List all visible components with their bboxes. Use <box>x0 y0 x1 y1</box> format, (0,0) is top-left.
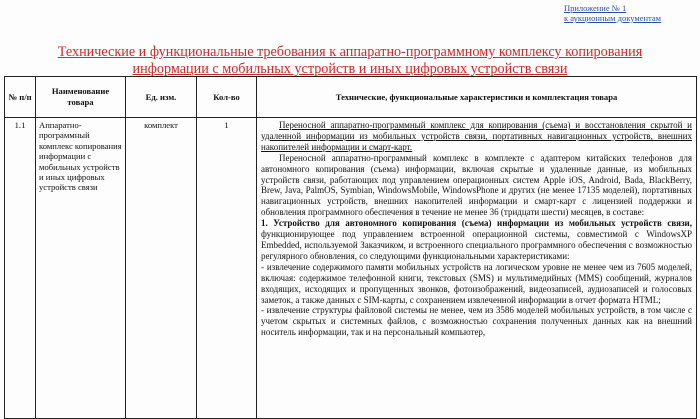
attachment-line-1[interactable]: Приложение № 1 <box>564 3 627 13</box>
title-line-1: Технические и функциональные требования к аппаратно-программному комплексу копирования <box>57 44 643 60</box>
header-unit: Ед. изм. <box>126 77 197 118</box>
spec-paragraph-3 <box>261 218 692 262</box>
attachment-note <box>564 3 684 23</box>
attachment-line-2[interactable]: к аукционным документам <box>564 13 662 23</box>
header-name: Наименование товара <box>36 77 126 118</box>
cell-spec <box>257 118 697 419</box>
spec-paragraph-4: - извлечение содержимого памяти мобильных устройств на логическом уровне не менее чем из 7605 моделей, включая: содержимое телефонной книги, текстовых (SMS) и мультимедийных (MMS) сообщений, журналов входящих, исходящих и пропущенных звонков, фотоизображений, видеозаписей, аудиозаписей и голосовых заметок, а также данных с SIM-карты, с сохранением извлеченной информации в отчет формата HTML; <box>261 261 692 305</box>
title-line-2: информации с мобильных устройств и иных цифровых устройств связи <box>132 61 568 77</box>
cell-unit: комплект <box>126 118 197 419</box>
cell-num: 1.1 <box>5 118 36 419</box>
cell-name: Аппаратно-программный комплекс копирования информации с мобильных устройств и иных цифровых устройств связи <box>36 118 126 419</box>
cell-qty: 1 <box>197 118 257 419</box>
header-qty: Кол-во <box>197 77 257 118</box>
header-num: № п/п <box>5 77 36 118</box>
spec-item-1-text: функционирующее под управлением встроенной операционной системы, совместимой с WindowsXP Embedded, используемой Заказчиком, и встроенного специального программного обеспечения с возможностью регулярного обновления, со следующими функциональными характеристиками: <box>261 229 692 261</box>
spec-table <box>4 76 697 419</box>
spec-item-1-heading: 1. Устройство для автономного копирования (съема) информации из мобильных устройств связи, <box>261 218 692 229</box>
table-header-row <box>5 77 697 118</box>
spec-paragraph-1: Переносной аппаратно-программный комплекс для копирования (съема) и восстановления скрытой и удаленной информации из мобильных устройств связи, портативных навигационных устройств, внешних накопителей информации и смарт-карт. <box>261 120 692 152</box>
table-row <box>5 118 697 419</box>
page-title <box>20 44 680 78</box>
spec-paragraph-5: - извлечение структуры файловой системы не менее, чем из 3586 моделей мобильных устройств, в том числе с учетом скрытых и системных файлов, с возможностью сохранения полученных данных как на внешний носитель информации, так и на персональный компьютер, <box>261 305 692 338</box>
spec-paragraph-2: Переносной аппаратно-программный комплекс в комплекте с адаптером китайских телефонов для автономного копирования (съема) информации, включая скрытые и удаленные данные, из мобильных устройств связи, работающих под управлением операционных систем Apple iOS, Android, Bada, BlackBerry, Brew, Java, PalmOS, Symbian, WindowsMobile, WindowsPhone и других (не менее 17135 моделей), портативных навигационных устройств, внешних накопителей информации и смарт-карт с лицензией поддержки и обновления программного обеспечения в течение не менее 36 (тридцати шести) месяцев, в составе: <box>261 152 692 218</box>
header-spec: Технические, функциональные характеристики и комплектация товара <box>257 77 697 118</box>
